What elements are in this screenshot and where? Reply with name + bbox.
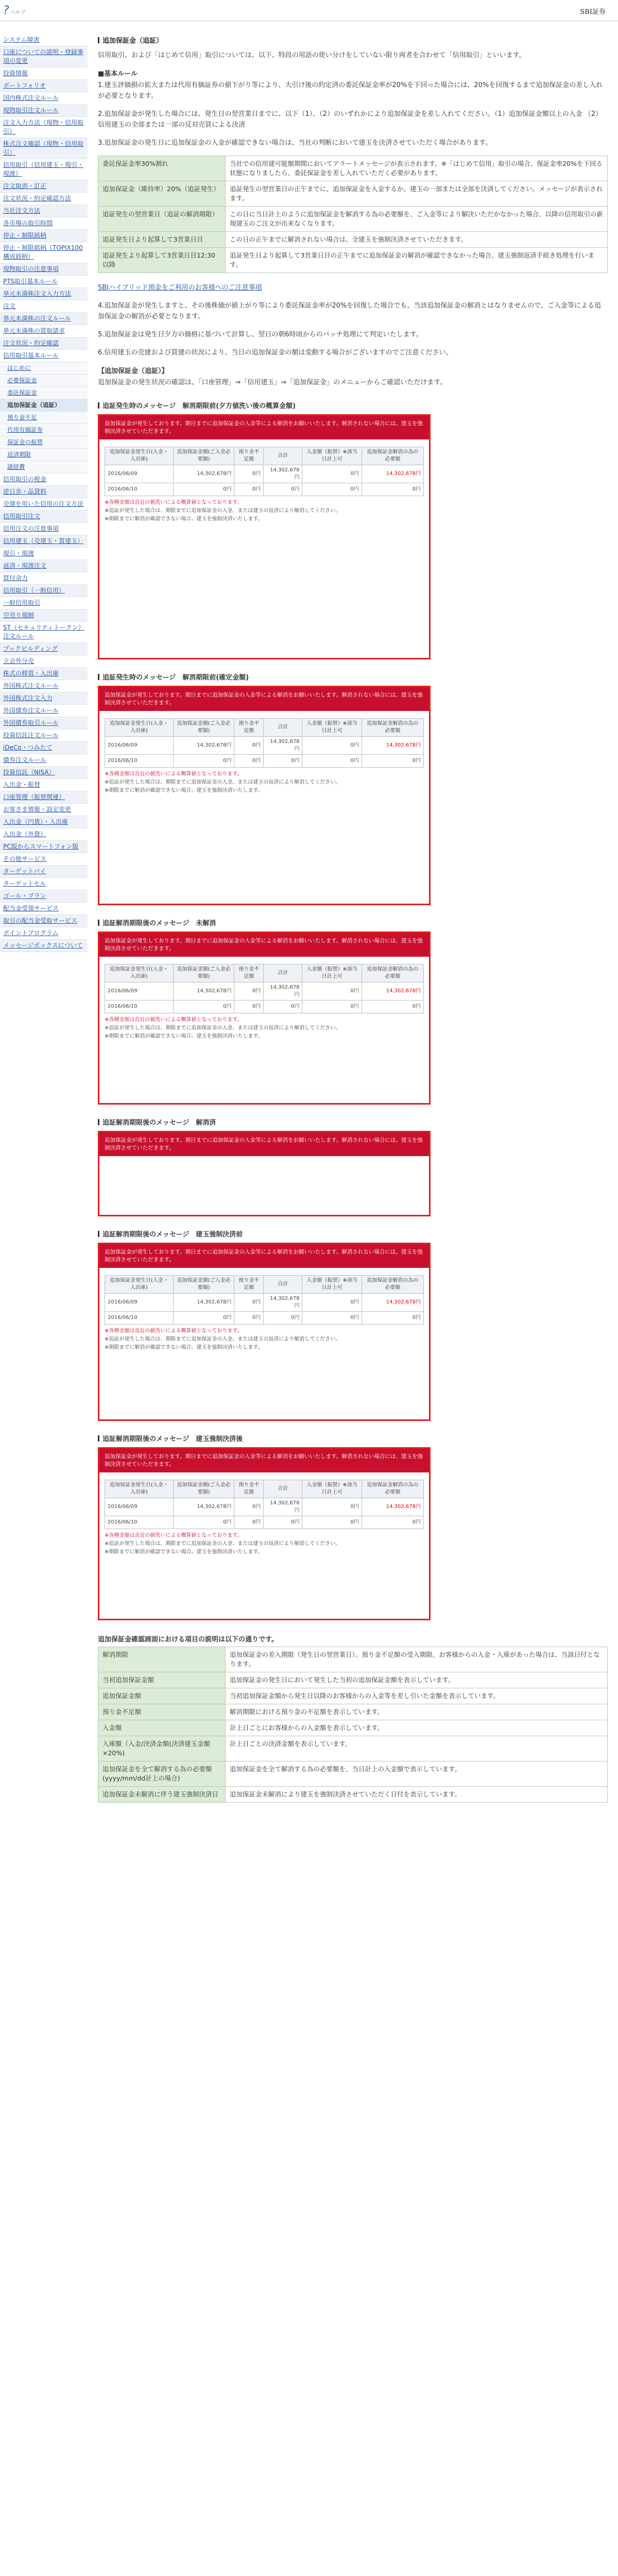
column-header: 入金額（振替）※該当日計上可 — [302, 719, 362, 737]
row-label: 追加保証金未解消に伴う建玉強制決済日 — [98, 1787, 226, 1803]
example-title — [98, 400, 608, 410]
column-header: 合計 — [264, 964, 302, 982]
brand-name: SBI証券 — [580, 8, 606, 16]
table-row — [98, 1688, 608, 1704]
note-line: ※各種金額は直近の値洗いによる概算値となっております。 — [105, 1533, 243, 1538]
column-header: 入金額（振替）※該当日計上可 — [302, 447, 362, 465]
example-title — [98, 672, 608, 682]
table-cell: 2016/06/09 — [105, 737, 174, 755]
table-row — [98, 1647, 608, 1672]
sidebar-item[interactable]: 信用取引基本ルール — [0, 350, 88, 362]
basic-rule-heading: ■基本ルール — [98, 70, 138, 78]
table-cell: 14,302,678円 — [173, 982, 234, 1001]
table-cell: 0円 — [173, 1001, 234, 1013]
table-cell: 0円 — [302, 1516, 362, 1529]
row-label: 解消期限 — [98, 1647, 226, 1672]
sidebar-item[interactable]: 返済期限 — [0, 449, 88, 461]
example-title-text: 追証発生時のメッセージ 解消期限前(確定金額) — [102, 674, 249, 682]
panel-body — [99, 1472, 429, 1562]
sidebar-item[interactable]: 信用注文の注意事項 — [0, 523, 88, 535]
table-cell: 0円 — [302, 982, 362, 1001]
table-cell: 14,302,678円 — [173, 465, 234, 483]
column-header: 追加保証金額(ご入金必要額) — [173, 719, 234, 737]
margin-call-table — [105, 964, 424, 1013]
example-title-text: 追証発生時のメッセージ 解消期限前(夕方値洗い後の概算金額) — [102, 402, 296, 410]
table-cell: 0円 — [302, 737, 362, 755]
table-cell: 0円 — [234, 1498, 264, 1516]
column-header: 追加保証金解消の為の必要額 — [362, 964, 423, 982]
panel-warning-banner: 追加保証金が発生しております。期日までに追加保証金の入金等による解消をお願いいたします。解消されない場合には、建玉を強制決済させていただきます。 — [99, 1132, 429, 1156]
example-title — [98, 1229, 608, 1239]
panel-notes — [105, 499, 424, 523]
table-row — [105, 755, 424, 768]
note-line: ※追証が発生した場合は、期限までに追加保証金の入金、または建玉の返済により解消してください。 — [105, 1336, 341, 1342]
sidebar-item[interactable]: 買付余力 — [0, 572, 88, 585]
table-row — [105, 737, 424, 755]
item-description-table — [98, 1647, 608, 1803]
row-value: この日に当日計上のように追加保証金を解消する為の必要額を、ご入金等により解決いただかなかった場合、以降の信用取引の新規建玉のご注文が出来なくなります。 — [226, 207, 608, 232]
table-row — [98, 1736, 608, 1761]
sidebar-item[interactable]: 一般信用取引 — [0, 597, 88, 609]
column-header: 追加保証金発生日(入金・入出庫) — [105, 447, 174, 465]
row-value: 追加保証金の発生日において発生した当初の追加保証金額を表示しています。 — [226, 1672, 608, 1688]
example-panel — [98, 931, 431, 1105]
row-label: 入庫額（入金/決済金額(決済建玉金額×20%) — [98, 1736, 226, 1761]
example-title — [98, 918, 608, 927]
sidebar-item[interactable]: メッセージボックスについて — [0, 940, 88, 952]
row-label: 追加保証金を全て解消する為の必要額(yyyy/mm/dd計上の場合) — [98, 1761, 226, 1787]
table-cell: 0円 — [173, 1516, 234, 1529]
sidebar-item[interactable]: 空売り規制 — [0, 609, 88, 622]
table-cell: 0円 — [302, 1294, 362, 1312]
sidebar-item[interactable]: 逆日歩・品貸料 — [0, 486, 88, 498]
basic-rule-3: 3.追加保証金の発生日に追加保証金の入金が確認できない場合は、当社の判断において建玉を決済させていただく場合があります。 — [98, 139, 492, 147]
sidebar-item[interactable]: 投資信託注文ルール — [0, 730, 88, 742]
column-header: 預り金不足額 — [234, 447, 264, 465]
example-title-text: 追証解消期限後のメッセージ 建玉強制決済後 — [102, 1435, 243, 1443]
column-header: 預り金不足額 — [234, 1480, 264, 1498]
table-cell: 2016/06/10 — [105, 1516, 174, 1529]
sidebar-item[interactable]: 注文取消・訂正 — [0, 180, 88, 193]
table-cell: 0円 — [234, 465, 264, 483]
table-row — [98, 1761, 608, 1787]
table-cell: 0円 — [234, 1001, 264, 1013]
table-cell: 14,302,678円 — [362, 1294, 423, 1312]
sidebar-item[interactable]: ゴール・プラン — [0, 890, 88, 903]
examples-container — [98, 400, 608, 1620]
table-cell: 14,302,678円 — [173, 1498, 234, 1516]
sidebar-item[interactable]: 単元未満株の買取請求 — [0, 325, 88, 337]
basic-rule-1: 1.建玉評価損の拡大または代用有価証券の値下がり等により、大引け後の約定済の委託保証金率が20%を下回った場合には、20%を回復するまで追加保証金の差し入れが必要となります。 — [98, 81, 603, 100]
sidebar-item[interactable]: 信用建玉（売建玉・買建玉） — [0, 535, 88, 548]
column-header: 追加保証金解消の為の必要額 — [362, 719, 423, 737]
table-cell: 2016/06/09 — [105, 1498, 174, 1516]
table-cell: 0円 — [302, 755, 362, 768]
table-row — [105, 1312, 424, 1325]
sidebar-item[interactable]: 株式の移管・入出庫 — [0, 668, 88, 680]
margin-call-table — [105, 1480, 424, 1529]
table-cell: 0円 — [234, 1312, 264, 1325]
table-cell: 0円 — [362, 1001, 423, 1013]
column-header: 入金額（振替）※該当日計上可 — [302, 1480, 362, 1498]
row-value: 計上日ごとにお客様からの入金額を表示しています。 — [226, 1720, 608, 1736]
row-value: 追加保証金の差入期限（発生日の翌営業日）。預り金不足額の受入期限。お客様からの入金・入庫があった場合は、当該日付となります。 — [226, 1647, 608, 1672]
sidebar-item[interactable]: 投資情報 — [0, 67, 88, 80]
row-value: 解消期限における預り金の不足額を表示しています。 — [226, 1704, 608, 1720]
table-cell: 0円 — [302, 1312, 362, 1325]
sidebar-item[interactable]: 注文状況・約定確認 — [0, 337, 88, 350]
row-value: 当初追加保証金額から発生日以降のお客様からの入金等を差し引いた金額を表示しています。 — [226, 1688, 608, 1704]
panel-notes — [105, 1328, 424, 1351]
table-cell: 0円 — [234, 1294, 264, 1312]
table-cell: 2016/06/09 — [105, 1294, 174, 1312]
page-header — [0, 0, 618, 21]
table-cell: 14,302,678円 — [264, 737, 302, 755]
table-cell: 0円 — [362, 755, 423, 768]
basic-rule-2: 2.追加保証金が発生した場合には、発生日の翌営業日までに、以下（1）、（2）のいずれかにより追加保証金を差し入れてください。（1）追加保証金額以上の入金 （2）信用建玉の全部または一部の反対売買による決済 — [98, 110, 603, 129]
table-row — [98, 1672, 608, 1688]
row-value: 追証発生日より起算して3営業日目の正午までに追加保証金の解消が確認できなかった場合、建玉強制返済手続き処理を行います。 — [226, 248, 608, 273]
column-header: 預り金不足額 — [234, 1276, 264, 1294]
example-panel — [98, 686, 431, 905]
example-panel — [98, 414, 431, 659]
table-cell: 0円 — [264, 755, 302, 768]
summary-heading: 追加保証金確認画面における項目の説明は以下の通りです。 — [98, 1636, 278, 1643]
table-cell: 0円 — [173, 1312, 234, 1325]
panel-body — [99, 439, 429, 529]
help-logo[interactable] — [3, 4, 26, 17]
sidebar-item[interactable]: 注文状況・約定確認方法 — [0, 193, 88, 205]
table-row — [98, 156, 608, 181]
sidebar-item[interactable]: 現引・現渡 — [0, 548, 88, 560]
table-row — [98, 181, 608, 207]
table-cell: 2016/06/09 — [105, 982, 174, 1001]
sidebar-item[interactable]: 取引の配当金受取サービス — [0, 915, 88, 927]
row-label: 追加保証金（維持率）20%（追証発生） — [98, 181, 226, 207]
column-header: 追加保証金発生日(入金・入出庫) — [105, 1276, 174, 1294]
column-header: 追加保証金発生日(入金・入出庫) — [105, 719, 174, 737]
table-row — [98, 248, 608, 273]
sidebar-item[interactable]: 信用取引の税金 — [0, 473, 88, 486]
row-value: 計上日ごとの決済金額を表示しています。 — [226, 1736, 608, 1761]
sidebar-item[interactable]: iDeCo・つみたて — [0, 742, 88, 754]
table-row — [98, 232, 608, 248]
sidebar-item[interactable]: 追加保証金（追証） — [0, 399, 88, 412]
column-header: 入金額（振替）※該当日計上可 — [302, 964, 362, 982]
row-label: 追証発生より起算して3営業日目12:30以降 — [98, 248, 226, 273]
sidebar-item[interactable]: 停止・制限銘柄 — [0, 230, 88, 242]
column-header: 預り金不足額 — [234, 964, 264, 982]
table-cell: 0円 — [264, 1516, 302, 1529]
row-label: 委託保証金率30%割れ — [98, 156, 226, 181]
sidebar-item[interactable]: 外国株式注文ルール — [0, 680, 88, 692]
sidebar-item[interactable]: 代用有価証券 — [0, 424, 88, 436]
table-cell: 0円 — [302, 483, 362, 496]
table-cell: 14,302,678円 — [362, 1498, 423, 1516]
column-header: 預り金不足額 — [234, 719, 264, 737]
row-value: 追証発生の翌営業日の正午までに、追加保証金を入金するか、建玉の一部または全部を決済してください。メッセージが表示されます。 — [226, 181, 608, 207]
column-header: 追加保証金発生日(入金・入出庫) — [105, 964, 174, 982]
margin-rate-table — [98, 156, 608, 273]
table-row — [105, 1516, 424, 1529]
table-cell: 0円 — [234, 982, 264, 1001]
table-cell: 2016/06/10 — [105, 755, 174, 768]
sidebar-item[interactable]: はじめに — [0, 362, 88, 375]
row-label: 入金額 — [98, 1720, 226, 1736]
table-cell: 14,302,678円 — [264, 1294, 302, 1312]
page-title-text: 追加保証金（追証） — [102, 37, 163, 45]
note-line: ※各種金額は直近の値洗いによる概算値となっております。 — [105, 500, 243, 505]
intro-paragraph: 信用取引、および「はじめて信用」取引については、以下、特段の用語の使い分けをしていない限り両者を合わせて「信用取引」といいます。 — [98, 52, 526, 59]
panel-body — [99, 1268, 429, 1358]
row-value: 当社での信用建可能額期間においてアラートメッセージが表示されます。※「はじめて信用」取引の場合、保証金率20%を下回る状態になりましたら、委託保証金を差し入れていただく必要があります。 — [226, 156, 608, 181]
sidebar-item[interactable]: 単元未満株の注文ルール — [0, 313, 88, 325]
table-cell: 0円 — [264, 1312, 302, 1325]
sidebar-item[interactable]: 必要保証金 — [0, 375, 88, 387]
page-title — [98, 35, 608, 45]
sidebar-item[interactable]: 信用取引（一般信用） — [0, 585, 88, 597]
panel-warning-banner: 追加保証金が発生しております。期日までに追加保証金の入金等による解消をお願いいたします。解消されない場合には、建玉を強制決済させていただきます。 — [99, 1244, 429, 1268]
column-header: 追加保証金解消の為の必要額 — [362, 1480, 423, 1498]
example-title — [98, 1117, 608, 1127]
confirm-paragraph: 追加保証金の発生状況の確認は、「口座管理」⇒「信用建玉」⇒「追加保証金」のメニューからご確認いただけます。 — [98, 379, 447, 386]
note-line: ※追証が発生した場合は、期限までに追加保証金の入金、または建玉の返済により解消してください。 — [105, 508, 341, 514]
sidebar-item[interactable]: 信用取引注文 — [0, 511, 88, 523]
panel-notes — [105, 771, 424, 794]
table-cell: 2016/06/10 — [105, 1001, 174, 1013]
table-row — [105, 483, 424, 496]
margin-call-table — [105, 718, 424, 768]
sidebar-item[interactable]: 現物取引の注意事項 — [0, 263, 88, 276]
column-header: 追加保証金発生日(入金・入出庫) — [105, 1480, 174, 1498]
sidebar-item[interactable]: ST（セキュリティトークン）注文ルール — [0, 622, 88, 643]
note-line: ※期限までに解消が確認できない場合、建玉を強制決済いたします。 — [105, 516, 263, 522]
table-row — [105, 982, 424, 1001]
help-logo-mark: ? — [3, 4, 9, 17]
sidebar-nav — [0, 34, 88, 952]
column-header: 合計 — [264, 719, 302, 737]
table-row — [105, 1498, 424, 1516]
note-line: ※期限までに解消が確認できない場合、建玉を強制決済いたします。 — [105, 1549, 263, 1555]
table-cell: 0円 — [302, 1001, 362, 1013]
row-value: 追加保証金を全て解消する為の必要額を、当日計上の入金額で表示しています。 — [226, 1761, 608, 1787]
sidebar-item[interactable]: お客さま情報・設定変更 — [0, 804, 88, 816]
note-line: ※各種金額は直近の値洗いによる概算値となっております。 — [105, 1017, 243, 1023]
confirm-heading: 【追加保証金（追証）】 — [98, 367, 168, 375]
note-line: ※期限までに解消が確認できない場合、建玉を強制決済いたします。 — [105, 1033, 263, 1039]
sidebar-item[interactable]: 投資信託（NISA） — [0, 767, 88, 779]
table-cell: 0円 — [234, 755, 264, 768]
example-title-text: 追証解消期限後のメッセージ 未解消 — [102, 920, 216, 927]
hybrid-deposit-link[interactable]: SBIハイブリッド預金をご利用のお客様へのご注意事項 — [98, 284, 262, 292]
sidebar-item[interactable]: 売建を用いた信用の注文方法 — [0, 498, 88, 511]
table-row — [98, 1720, 608, 1736]
example-title-text: 追証解消期限後のメッセージ 解消済 — [102, 1119, 216, 1127]
note-line: ※期限までに解消が確認できない場合、建玉を強制決済いたします。 — [105, 1345, 263, 1350]
sidebar-item[interactable]: 現物取引注文ルール — [0, 105, 88, 117]
sidebar-item[interactable]: 入出金・振替 — [0, 779, 88, 791]
column-header: 追加保証金額(ご入金必要額) — [173, 964, 234, 982]
sidebar-item[interactable]: 預り金不足 — [0, 412, 88, 424]
table-row — [98, 207, 608, 232]
table-cell: 0円 — [362, 1312, 423, 1325]
margin-call-table — [105, 1275, 424, 1325]
margin-call-table — [105, 447, 424, 496]
example-panel — [98, 1447, 431, 1620]
column-header: 追加保証金額(ご入金必要額) — [173, 447, 234, 465]
column-header: 合計 — [264, 1480, 302, 1498]
table-cell: 0円 — [362, 483, 423, 496]
example-panel — [98, 1131, 431, 1216]
table-cell: 0円 — [264, 1001, 302, 1013]
note-line: ※各種金額は直近の値洗いによる概算値となっております。 — [105, 771, 243, 777]
sidebar-item[interactable]: 入出金（円貨）・入出庫 — [0, 816, 88, 828]
sidebar-item[interactable]: その他サービス — [0, 853, 88, 866]
sidebar-item[interactable]: ブックビルディング — [0, 643, 88, 655]
sidebar-item[interactable]: 注文入力方法（現物・信用取引） — [0, 117, 88, 138]
table-row — [105, 1001, 424, 1013]
sidebar-item[interactable]: PC版からスマートフォン版 — [0, 841, 88, 853]
sidebar-item[interactable]: 外国債券注文ルール — [0, 705, 88, 717]
table-cell: 14,302,678円 — [264, 465, 302, 483]
sidebar-item[interactable]: 諸経費 — [0, 461, 88, 473]
example-title-text: 追証解消期限後のメッセージ 建玉強制決済前 — [102, 1231, 243, 1239]
sidebar-item[interactable]: 委託保証金 — [0, 387, 88, 399]
table-cell: 14,302,678円 — [362, 982, 423, 1001]
column-header: 追加保証金解消の為の必要額 — [362, 1276, 423, 1294]
panel-warning-banner: 追加保証金が発生しております。期日までに追加保証金の入金等による解消をお願いいたします。解消されない場合には、建玉を強制決済させていただきます。 — [99, 933, 429, 957]
column-header: 合計 — [264, 447, 302, 465]
panel-warning-banner: 追加保証金が発生しております。期日までに追加保証金の入金等による解消をお願いいたします。解消されない場合には、建玉を強制決済させていただきます。 — [99, 416, 429, 439]
column-header: 追加保証金解消の為の必要額 — [362, 447, 423, 465]
sidebar-item[interactable]: 株式注文確認（現物・信用取引） — [0, 138, 88, 159]
panel-warning-banner: 追加保証金が発生しております。期日までに追加保証金の入金等による解消をお願いいたします。解消されない場合には、建玉を強制決済させていただきます。 — [99, 1449, 429, 1472]
table-cell: 14,302,678円 — [173, 737, 234, 755]
sidebar-item[interactable]: 当社注文方法 — [0, 205, 88, 217]
row-value: 追加保証金未解消により建玉を強制決済させていただく日付を表示しています。 — [226, 1787, 608, 1803]
table-row — [98, 1787, 608, 1803]
row-label: 追証発生の翌営業日（追証の解消期限） — [98, 207, 226, 232]
sidebar-item[interactable]: 国内株式注文ルール — [0, 92, 88, 105]
table-cell: 0円 — [302, 465, 362, 483]
sidebar-item[interactable]: 返済・現渡注文 — [0, 560, 88, 572]
column-header: 追加保証金額(ご入金必要額) — [173, 1276, 234, 1294]
sidebar-item[interactable]: ターゲットセル — [0, 878, 88, 890]
row-label: 預り金不足額 — [98, 1704, 226, 1720]
sidebar-item[interactable]: ポイントプログラム — [0, 927, 88, 940]
note-line: ※追証が発生した場合は、期限までに追加保証金の入金、または建玉の返済により解消してください。 — [105, 1025, 341, 1031]
sidebar-item[interactable]: 各市場の取引時間 — [0, 217, 88, 230]
table-cell: 0円 — [234, 737, 264, 755]
sidebar-item[interactable]: 注文 — [0, 300, 88, 313]
main-content — [98, 32, 608, 1812]
table-row — [105, 465, 424, 483]
sidebar-item[interactable]: 入出金（外貨） — [0, 828, 88, 841]
sidebar-item[interactable]: 停止・制限銘柄（TOPIX100構成銘柄） — [0, 242, 88, 263]
sidebar-item[interactable]: PTS取引基本ルール — [0, 276, 88, 288]
table-cell: 0円 — [302, 1498, 362, 1516]
table-cell: 2016/06/10 — [105, 1312, 174, 1325]
sidebar-item[interactable]: 債券注文ルール — [0, 754, 88, 767]
row-label: 追加保証金額 — [98, 1688, 226, 1704]
note-line: ※追証が発生した場合は、期限までに追加保証金の入金、または建玉の返済により解消してください。 — [105, 779, 341, 785]
table-row — [105, 1294, 424, 1312]
table-cell: 0円 — [173, 755, 234, 768]
sidebar-item[interactable]: 信用取引（信用建玉・現引・現渡） — [0, 159, 88, 180]
panel-body — [99, 957, 429, 1046]
table-cell: 14,302,678円 — [173, 1294, 234, 1312]
table-cell: 2016/06/10 — [105, 483, 174, 496]
sidebar-item[interactable]: 単元未満株注文入力方法 — [0, 288, 88, 300]
column-header: 合計 — [264, 1276, 302, 1294]
sidebar-item[interactable]: 保証金の振替 — [0, 436, 88, 449]
table-row — [98, 1704, 608, 1720]
column-header: 入金額（振替）※該当日計上可 — [302, 1276, 362, 1294]
table-cell: 0円 — [234, 483, 264, 496]
table-cell: 0円 — [234, 1516, 264, 1529]
table-cell: 14,302,678円 — [362, 737, 423, 755]
note-line: ※各種金額は直近の値洗いによる概算値となっております。 — [105, 1328, 243, 1334]
row-label: 当初追加保証金額 — [98, 1672, 226, 1688]
row-label: 追証発生日より起算して3営業日目 — [98, 232, 226, 248]
sidebar-item[interactable]: ポートフォリオ — [0, 80, 88, 92]
table-cell: 2016/06/09 — [105, 465, 174, 483]
sidebar-item[interactable]: システム障害 — [0, 34, 88, 46]
table-cell: 0円 — [173, 483, 234, 496]
rule-5: 5.追加保証金は発生日夕方の価格に基づいて計算し、翌日の朝6時頃からのバッチ処理にて判定いたします。 — [98, 331, 423, 338]
note-line: ※追証が発生した場合は、期限までに追加保証金の入金、または建玉の返済により解消してください。 — [105, 1541, 341, 1547]
sidebar-item[interactable]: 口座についての説明・登録事項の変更 — [0, 46, 88, 67]
sidebar-item[interactable]: ターゲットバイ — [0, 866, 88, 878]
panel-notes — [105, 1016, 424, 1040]
panel-notes — [105, 1532, 424, 1556]
example-title — [98, 1433, 608, 1443]
table-cell: 0円 — [264, 483, 302, 496]
sidebar-item[interactable]: 口座管理（振替関連） — [0, 791, 88, 804]
table-cell: 14,302,678円 — [362, 465, 423, 483]
table-cell: 14,302,678円 — [264, 1498, 302, 1516]
row-value: この日の正午までに解消されない場合は、全建玉を強制決済させていただきます。 — [226, 232, 608, 248]
sidebar-item[interactable]: 外国株式注文入力 — [0, 692, 88, 705]
panel-body — [99, 711, 429, 801]
example-panel — [98, 1243, 431, 1421]
sidebar-item[interactable]: 外国債券取引ルール — [0, 717, 88, 730]
sidebar-item[interactable]: 立会外分売 — [0, 655, 88, 668]
panel-warning-banner: 追加保証金が発生しております。期日までに追加保証金の入金等による解消をお願いいたします。解消されない場合には、建玉を強制決済させていただきます。 — [99, 687, 429, 711]
help-logo-sub: ヘルプ — [10, 10, 26, 15]
rule-6: 6.信用建玉の売建および買建の状況により、当日の追加保証金の額は変動する場合がございますのでご注意ください。 — [98, 349, 453, 357]
sidebar-item[interactable]: 配当金受領サービス — [0, 903, 88, 915]
table-cell: 14,302,678円 — [264, 982, 302, 1001]
table-cell: 0円 — [362, 1516, 423, 1529]
column-header: 追加保証金額(ご入金必要額) — [173, 1480, 234, 1498]
note-line: ※期限までに解消が確認できない場合、建玉を強制決済いたします。 — [105, 788, 263, 793]
rule-4: 4.追加保証金が発生しますと、その後株価が値上がり等により委託保証金率が20%を回復した場合でも、当該追加保証金の解消とはなりませんので、ご入金等による追加保証金の解消が必要となります。 — [98, 302, 602, 320]
